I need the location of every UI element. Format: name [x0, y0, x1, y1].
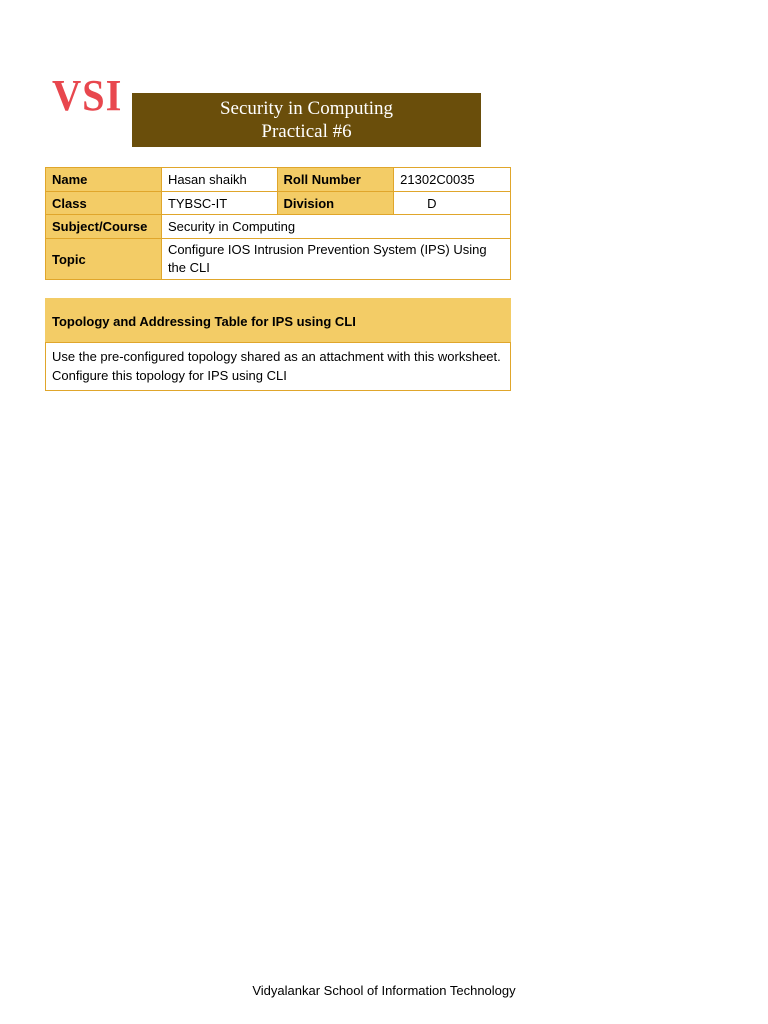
- class-label: Class: [46, 192, 162, 215]
- topic-value: Configure IOS Intrusion Prevention System (IPS) Using the CLI: [161, 239, 510, 280]
- roll-number-label: Roll Number: [277, 168, 394, 192]
- title-line-1: Security in Computing: [219, 98, 394, 119]
- section-body: Use the pre-configured topology shared as an attachment with this worksheet. Configure this topology for IPS using CLI: [45, 342, 511, 391]
- table-row: [46, 239, 511, 280]
- page-footer: Vidyalankar School of Information Technology: [252, 983, 516, 998]
- title-line-2: Practical #6: [261, 121, 352, 142]
- division-value: D: [394, 192, 511, 215]
- name-value: Hasan shaikh: [161, 168, 277, 192]
- table-row: [46, 192, 511, 215]
- vsit-logo: VSI: [52, 71, 123, 120]
- division-label: Division: [277, 192, 394, 215]
- topology-section: [45, 298, 511, 391]
- topic-label: Topic: [46, 239, 162, 280]
- table-row: [46, 168, 511, 192]
- subject-value: Security in Computing: [161, 215, 510, 239]
- section-heading: Topology and Addressing Table for IPS using CLI: [45, 298, 511, 342]
- roll-number-value: 21302C0035: [394, 168, 511, 192]
- student-info-table: [45, 167, 511, 280]
- name-label: Name: [46, 168, 162, 192]
- table-row: [46, 215, 511, 239]
- subject-label: Subject/Course: [46, 215, 162, 239]
- class-value: TYBSC-IT: [161, 192, 277, 215]
- practical-title-banner: [132, 93, 481, 147]
